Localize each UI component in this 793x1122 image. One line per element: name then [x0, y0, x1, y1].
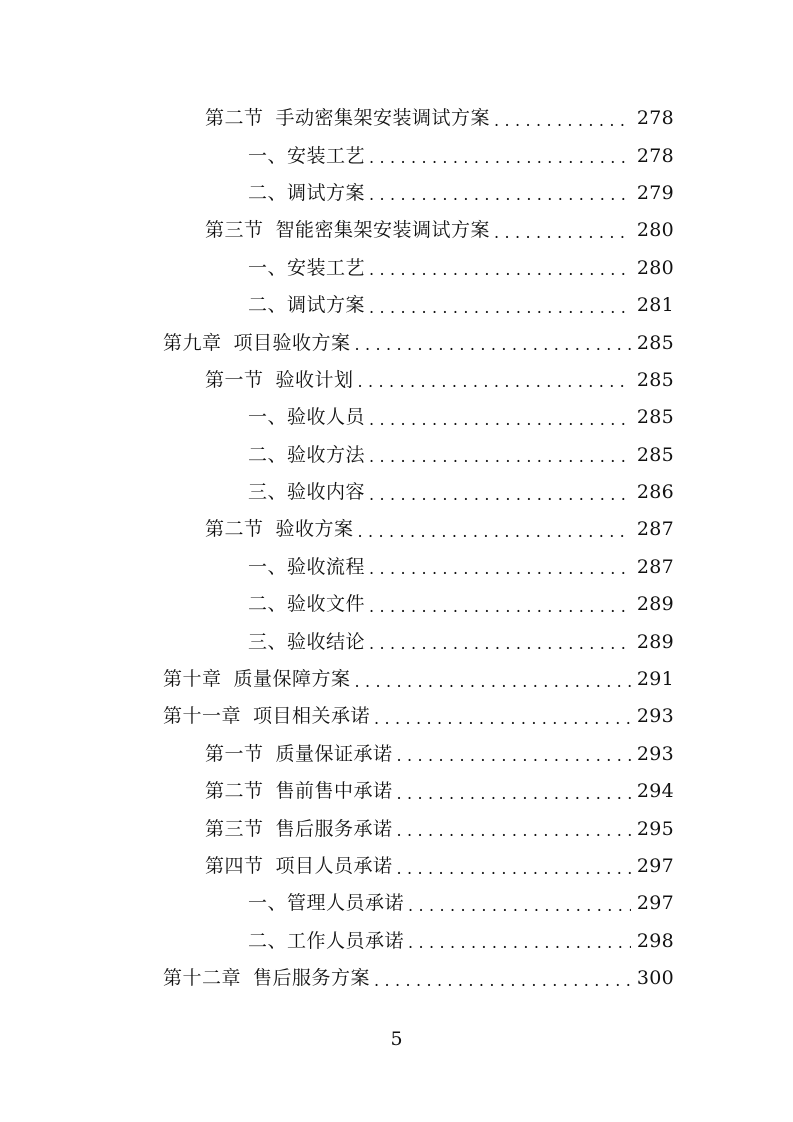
toc-entry-text: 验收文件	[287, 593, 366, 616]
toc-entry[interactable]	[0, 885, 674, 922]
toc-page-number: 293	[636, 705, 674, 728]
toc-entry-text: 验收结论	[287, 630, 366, 653]
toc-entry-text: 售前售中承诺	[275, 780, 393, 803]
toc-entry[interactable]	[0, 437, 674, 474]
toc-entry-prefix: 一、	[248, 406, 288, 429]
toc-entry-text: 售后服务承诺	[275, 817, 393, 840]
toc-entry-title	[205, 742, 393, 765]
toc-entry-text: 调试方案	[287, 181, 366, 204]
toc-entry-text: 项目相关承诺	[253, 705, 371, 728]
toc-entry-text: 手动密集架安装调试方案	[275, 107, 491, 130]
toc-page-number: 286	[636, 481, 674, 504]
toc-entry-prefix: 二、	[248, 929, 288, 952]
toc-entry-prefix: 第一节	[205, 742, 264, 765]
toc-entry[interactable]	[0, 773, 674, 810]
toc-entry-title	[163, 670, 351, 689]
toc-entry-prefix: 第二节	[205, 518, 264, 541]
toc-entry[interactable]	[0, 511, 674, 548]
toc-entry-title	[248, 894, 404, 913]
toc-entry-prefix: 第二节	[205, 107, 264, 130]
toc-page-number: 280	[636, 219, 674, 242]
toc-entry-title	[163, 331, 351, 354]
toc-entry-prefix: 三、	[248, 481, 288, 504]
dot-leader	[494, 225, 631, 241]
toc-entry-title	[248, 181, 366, 204]
toc-entry-title	[248, 630, 366, 653]
toc-page-number: 289	[636, 593, 674, 616]
toc-entry-text: 验收方案	[275, 518, 354, 541]
toc-page-number: 297	[636, 892, 674, 915]
dot-leader	[369, 262, 631, 278]
toc-page-number: 280	[636, 256, 674, 279]
toc-entry[interactable]	[0, 661, 674, 698]
toc-entry-title	[248, 296, 365, 315]
toc-entry-text: 管理人员承诺	[287, 892, 405, 915]
toc-entry-prefix: 第十二章	[163, 967, 242, 990]
dot-leader	[369, 599, 631, 615]
dot-leader	[369, 412, 631, 428]
toc-entry[interactable]	[0, 698, 674, 735]
toc-entry-text: 验收方法	[287, 443, 366, 466]
toc-page-number: 287	[636, 555, 674, 578]
toc-page-number: 281	[636, 294, 674, 317]
toc-page-number: 297	[636, 855, 674, 877]
toc-entry-prefix: 第四节	[205, 855, 264, 877]
dot-leader	[408, 935, 631, 951]
toc-entry[interactable]	[0, 287, 674, 324]
toc-entry-text: 质量保证承诺	[275, 742, 393, 765]
toc-entry-text: 验收内容	[287, 481, 366, 504]
toc-entry-prefix: 二、	[248, 294, 288, 317]
toc-entry-prefix: 二、	[248, 181, 288, 204]
dot-leader	[369, 487, 631, 503]
toc-entry-title	[205, 520, 354, 539]
toc-entry-prefix: 三、	[248, 630, 288, 653]
toc-entry-title	[205, 857, 393, 876]
toc-entry[interactable]	[0, 175, 674, 212]
toc-entry[interactable]	[0, 362, 674, 399]
dot-leader	[374, 711, 631, 727]
toc-entry-text: 安装工艺	[287, 144, 366, 167]
dot-leader	[369, 449, 631, 465]
dot-leader	[355, 674, 631, 690]
dot-leader	[358, 374, 631, 390]
toc-entry[interactable]	[0, 810, 674, 847]
toc-entry[interactable]	[0, 399, 674, 436]
toc-page-number: 289	[636, 630, 674, 653]
dot-leader	[408, 898, 631, 914]
toc-entry-prefix: 二、	[248, 443, 288, 466]
toc-entry-text: 验收计划	[275, 368, 354, 391]
toc-entry-prefix: 第一节	[205, 368, 264, 391]
toc-entry-prefix: 第十章	[163, 668, 222, 691]
dot-leader	[397, 823, 631, 839]
toc-entry-text: 安装工艺	[287, 256, 366, 279]
toc-entry[interactable]	[0, 137, 674, 174]
toc-entry-title	[248, 555, 366, 578]
toc-page-number: 293	[636, 742, 674, 765]
toc-entry[interactable]	[0, 623, 674, 660]
toc-page-number: 285	[636, 406, 674, 429]
toc-entry-prefix: 第三节	[205, 219, 264, 242]
table-of-contents	[0, 100, 793, 997]
toc-entry-title	[248, 256, 366, 279]
toc-entry-prefix: 第二节	[205, 780, 264, 803]
toc-entry-title	[205, 782, 393, 801]
toc-page-number: 295	[636, 817, 674, 840]
toc-entry-title	[205, 221, 490, 240]
toc-entry[interactable]	[0, 960, 674, 997]
toc-entry-text: 售后服务方案	[253, 967, 371, 990]
toc-entry-text: 项目验收方案	[233, 331, 351, 354]
toc-entry[interactable]	[0, 212, 674, 249]
dot-leader	[369, 561, 631, 577]
dot-leader	[374, 973, 631, 989]
toc-entry-title	[205, 368, 354, 391]
dot-leader	[397, 861, 631, 877]
toc-entry-prefix: 第十一章	[163, 705, 242, 728]
dot-leader	[369, 150, 631, 166]
toc-entry[interactable]	[0, 736, 674, 773]
toc-entry-text: 质量保障方案	[233, 668, 351, 691]
toc-page-number: 298	[636, 929, 674, 952]
toc-page-number: 278	[636, 107, 674, 130]
toc-entry-title	[248, 443, 366, 466]
toc-page-number: 291	[636, 668, 674, 691]
toc-entry-title	[248, 595, 365, 614]
toc-entry[interactable]	[0, 549, 674, 586]
toc-entry-title	[205, 817, 393, 840]
dot-leader	[355, 337, 631, 353]
toc-entry[interactable]	[0, 324, 674, 361]
toc-entry-text: 调试方案	[287, 294, 366, 317]
toc-page-number: 278	[636, 144, 674, 167]
toc-entry[interactable]	[0, 848, 674, 885]
toc-page-number: 285	[636, 443, 674, 466]
toc-entry[interactable]	[0, 586, 674, 623]
toc-page-number: 285	[636, 331, 674, 354]
toc-entry-title	[248, 144, 366, 167]
toc-entry-title	[248, 408, 365, 427]
dot-leader	[369, 187, 631, 203]
toc-entry[interactable]	[0, 474, 674, 511]
dot-leader	[358, 524, 631, 540]
toc-page-number: 279	[636, 181, 674, 204]
toc-entry-prefix: 二、	[248, 593, 288, 616]
toc-entry-prefix: 一、	[248, 555, 288, 578]
toc-entry-title	[163, 707, 370, 726]
toc-page-number: 300	[636, 967, 674, 990]
dot-leader	[369, 636, 631, 652]
toc-entry-text: 验收流程	[287, 555, 366, 578]
dot-leader	[397, 786, 631, 802]
toc-entry-text: 工作人员承诺	[287, 929, 405, 952]
toc-entry-title	[248, 929, 405, 952]
toc-entry-title	[163, 969, 370, 988]
toc-entry-prefix: 第九章	[163, 331, 222, 354]
toc-entry[interactable]	[0, 100, 674, 137]
toc-entry-prefix: 一、	[248, 256, 288, 279]
toc-entry-text: 智能密集架安装调试方案	[275, 219, 491, 242]
dot-leader	[494, 113, 631, 129]
dot-leader	[397, 748, 631, 764]
toc-entry-prefix: 一、	[248, 144, 288, 167]
toc-entry[interactable]	[0, 923, 674, 960]
page-number-footer: 5	[390, 1028, 403, 1050]
toc-entry-text: 项目人员承诺	[275, 855, 393, 877]
toc-entry-title	[248, 483, 365, 502]
toc-entry-text: 验收人员	[287, 406, 366, 429]
dot-leader	[369, 300, 631, 316]
toc-page-number: 285	[636, 368, 674, 391]
toc-entry[interactable]	[0, 250, 674, 287]
toc-entry-prefix: 第三节	[205, 817, 264, 840]
toc-page-number: 287	[636, 518, 674, 541]
toc-page-number: 294	[636, 780, 674, 803]
toc-entry-prefix: 一、	[248, 892, 288, 915]
toc-entry-title	[205, 109, 490, 128]
